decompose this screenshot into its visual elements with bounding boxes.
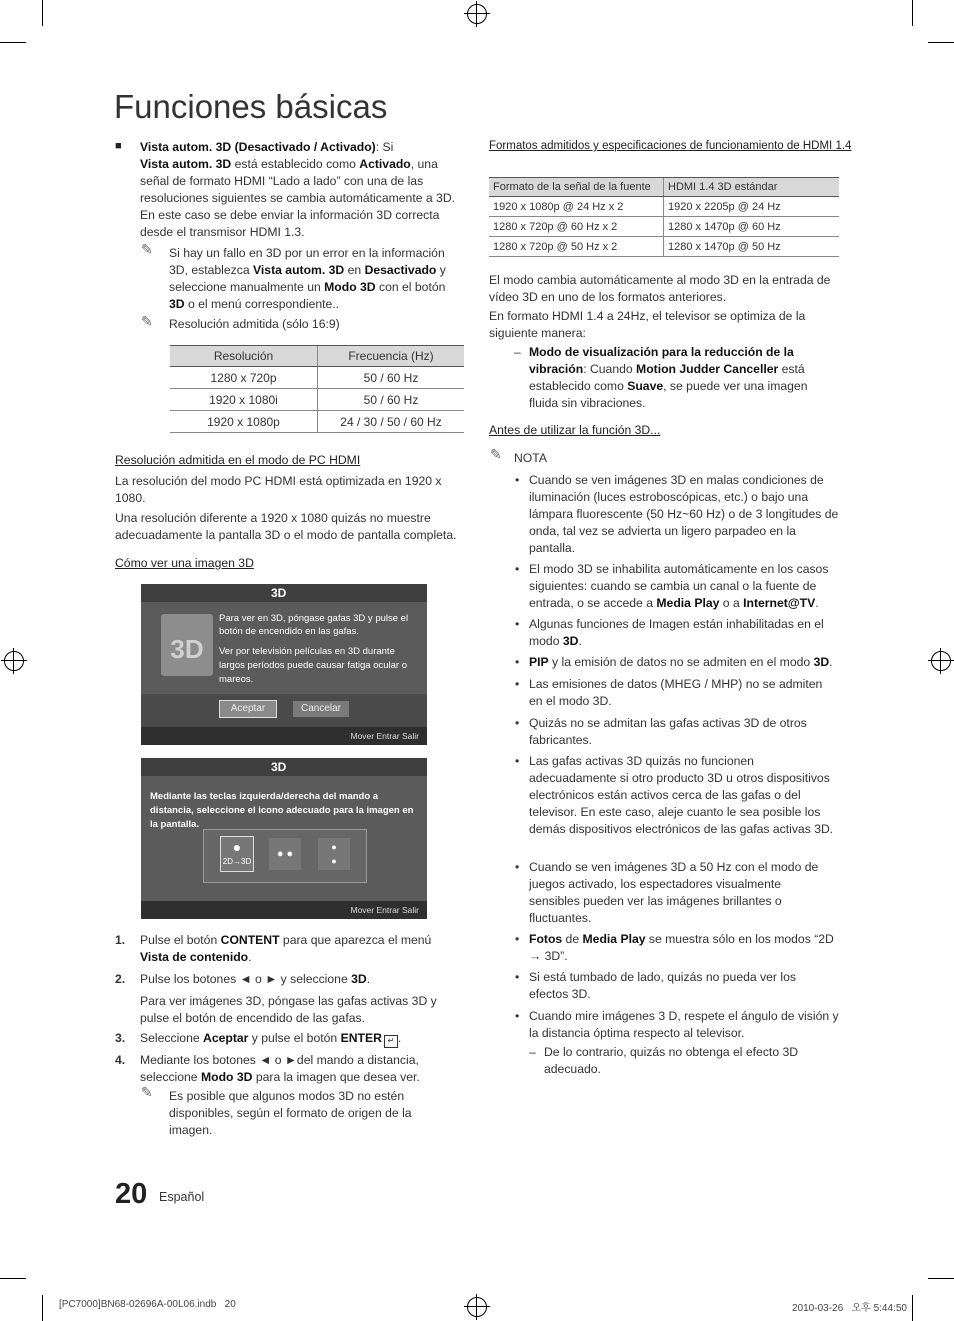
crop-mark (42, 1295, 43, 1321)
auto3d-paragraph: Vista autom. 3D (Desactivado / Activado): Si Vista autom. 3D está establecido como Activado, una señal de formato HDMI “Lado a lado” con una de las resoluciones siguientes se cambia automáticamente a 3D. En este caso se debe enviar la información 3D correcta desde el transmisor HDMI 1.3. (140, 140, 456, 239)
crop-mark (0, 1278, 26, 1279)
note-pencil-icon: ✎ (141, 313, 153, 329)
list-item: • Algunas funciones de Imagen están inhabilitadas en el modo 3D. (529, 616, 839, 650)
nota-label: NOTA (514, 451, 547, 465)
section-heading: Antes de utilizar la función 3D... (489, 423, 661, 437)
list-item: • Cuando se ven imágenes 3D a 50 Hz con el modo de juegos activado, los espectadores visualmente sensibles pueden ver las imágenes brillantes o fluctuantes. (529, 859, 829, 927)
list-item: • Cuando se ven imágenes 3D en malas condiciones de iluminación (luces estroboscópicas, etc.) o bajo una lámpara fluorescente (50 Hz~60 Hz) o de 3 longitudes de onda, tal vez se advierta un ligero parpadeo en la pantalla. (529, 472, 839, 557)
list-item: • Si está tumbado de lado, quizás no pueda ver los efectos 3D. (529, 969, 829, 1003)
page-title: Funciones básicas (114, 88, 388, 125)
step-item: 2. Pulse los botones ◄ o ► y seleccione 3D. Para ver imágenes 3D, póngase las gafas activas 3D y pulse el botón de encendido de las gafas. (115, 972, 437, 1025)
square-bullet-icon: ■ (115, 140, 122, 152)
table-row: 1280 x 720p @ 60 Hz x 2 1280 x 1470p @ 60 Hz (489, 217, 839, 237)
osd-text: Mediante las teclas izquierda/derecha del mando a distancia, seleccione el icono adecuado para la imagen en la pantalla. (150, 791, 414, 830)
table-row: 1280 x 720p 50 / 60 Hz (170, 367, 464, 389)
mode-side-by-side-icon[interactable]: ● ● (269, 838, 301, 870)
registration-mark-icon (931, 651, 951, 671)
list-subitem: De lo contrario, quizás no obtenga el efecto 3D adecuado. (544, 1045, 799, 1076)
list-item: • Cuando mire imágenes 3 D, respete el ángulo de visión y la distancia óptima respecto al televisor. (529, 1008, 839, 1042)
note-modes: Es posible que algunos modos 3D no estén disponibles, según el formato de origen de la imagen. (169, 1089, 412, 1137)
table-row: 1920 x 1080p @ 24 Hz x 2 1920 x 2205p @ 24 Hz (489, 197, 839, 217)
crop-mark (0, 42, 26, 43)
hdmi-paragraph: El modo cambia automáticamente al modo 3D en la entrada de vídeo 3D en uno de los formatos anteriores. En formato HDMI 1.4 a 24Hz, el televisor se optimiza de la siguiente manera: (489, 273, 831, 340)
registration-mark-icon (4, 651, 24, 671)
table-row: 1280 x 720p @ 50 Hz x 2 1280 x 1470p @ 50 Hz (489, 237, 839, 257)
osd-button-bar (141, 694, 427, 727)
list-item: • El modo 3D se inhabilita automáticamente en los casos siguientes: cuando se cambia un canal o la fuente de entrada, o se accede a Media Play o a Internet@TV. (529, 561, 839, 612)
crop-mark (42, 0, 43, 26)
step-item: 3. Seleccione Aceptar y pulse el botón ENTER ↵ . (115, 1030, 460, 1048)
list-item: • PIP y la emisión de datos no se admiten en el modo 3D. (529, 654, 839, 671)
table-row: 1920 x 1080i 50 / 60 Hz (170, 389, 464, 411)
list-item: • Las emisiones de datos (MHEG / MHP) no se admiten en el modo 3D. (529, 676, 839, 710)
step-item: 1. Pulse el botón CONTENT para que aparezca el menú Vista de contenido. (115, 933, 432, 964)
table-header: Formato de la señal de la fuente (489, 178, 664, 197)
list-item: • Las gafas activas 3D quizás no funcionen adecuadamente si otro producto 3D u otros dispositivos electrónicos están activos cerca de las gafas o del televisor. En este caso, aleje cuanto le sea posible los demás dispositivos electrónicos de las gafas activas 3D. (529, 753, 841, 838)
osd-3d-warning (141, 584, 427, 745)
note-3d-failure: Si hay un fallo en 3D por un error en la información 3D, establezca Vista autom. 3D en Desactivado y seleccione manualmente un Modo 3D con el botón 3D o el menú correspondiente.. (169, 246, 446, 311)
resolution-table (170, 345, 464, 433)
registration-mark-icon (467, 1297, 487, 1317)
section-heading: Resolución admitida en el modo de PC HDMI (115, 453, 361, 467)
mode-2d-3d-icon[interactable]: ● 2D→3D (220, 836, 254, 872)
note-pencil-icon: ✎ (141, 1084, 153, 1100)
section-heading: Cómo ver una imagen 3D (115, 556, 254, 570)
section-heading: Formatos admitidos y especificaciones de funcionamiento de HDMI 1.4 (489, 140, 852, 152)
page-number: 20 (115, 1178, 148, 1210)
note-pencil-icon: ✎ (490, 446, 502, 462)
list-item: • Quizás no se admitan las gafas activas 3D de otros fabricantes. (529, 715, 839, 749)
osd-text: Ver por televisión películas en 3D durante largos períodos puede causar fatiga ocular o mareos. (219, 646, 408, 685)
osd-text: Para ver en 3D, póngase gafas 3D y pulse el botón de encendido en las gafas. (219, 613, 409, 637)
pc-paragraph: La resolución del modo PC HDMI está optimizada en 1920 x 1080. Una resolución diferente a 1920 x 1080 quizás no muestre adecuadamente la pantalla 3D o el modo de pantalla completa. (115, 474, 457, 542)
table-header: HDMI 1.4 3D estándar (664, 178, 840, 197)
crop-mark (912, 1295, 913, 1321)
step-item: 4. Mediante los botones ◄ o ►del mando a distancia, seleccione Modo 3D para la imagen que desea ver. (115, 1053, 420, 1084)
3d-logo-icon: 3D (161, 614, 213, 676)
dash-icon: – (514, 345, 521, 359)
page-language: Español (159, 1190, 205, 1204)
enter-icon: ↵ (384, 1035, 398, 1048)
hdmi-table (489, 177, 839, 257)
osd-title: 3D (141, 758, 427, 776)
osd-nav-bar: Mover Entrar Salir (141, 727, 427, 745)
footer-file: [PC7000]BN68-02696A-00L06.indb 20 (59, 1299, 236, 1310)
vibration-mode-item: Modo de visualización para la reducción de la vibración: Cuando Motion Judder Canceller está establecido como Suave, se puede ver una imagen fluida sin vibraciones. (529, 345, 808, 410)
crop-mark (928, 42, 954, 43)
mode-top-bottom-icon[interactable]: ● ● (318, 838, 350, 870)
note-pencil-icon: ✎ (141, 241, 153, 257)
registration-mark-icon (467, 4, 487, 24)
table-header: Frecuencia (Hz) (318, 346, 465, 367)
dash-icon: – (529, 1045, 536, 1059)
crop-mark (912, 0, 913, 26)
osd-nav-bar: Mover Entrar Salir (141, 901, 427, 919)
accept-button[interactable]: Aceptar (219, 700, 277, 718)
osd-3d-mode-select (141, 758, 427, 919)
list-item: • Fotos de Media Play se muestra sólo en los modos “2D → 3D”. (529, 931, 839, 965)
cancel-button[interactable]: Cancelar (293, 701, 349, 717)
osd-title: 3D (141, 584, 427, 602)
footer-date: 2010-03-26 오후 5:44:50 (792, 1303, 907, 1314)
note-resolution: Resolución admitida (sólo 16:9) (169, 317, 340, 331)
table-header: Resolución (170, 346, 318, 367)
table-row: 1920 x 1080p 24 / 30 / 50 / 60 Hz (170, 411, 464, 433)
crop-mark (928, 1278, 954, 1279)
steps-list (115, 932, 460, 1086)
